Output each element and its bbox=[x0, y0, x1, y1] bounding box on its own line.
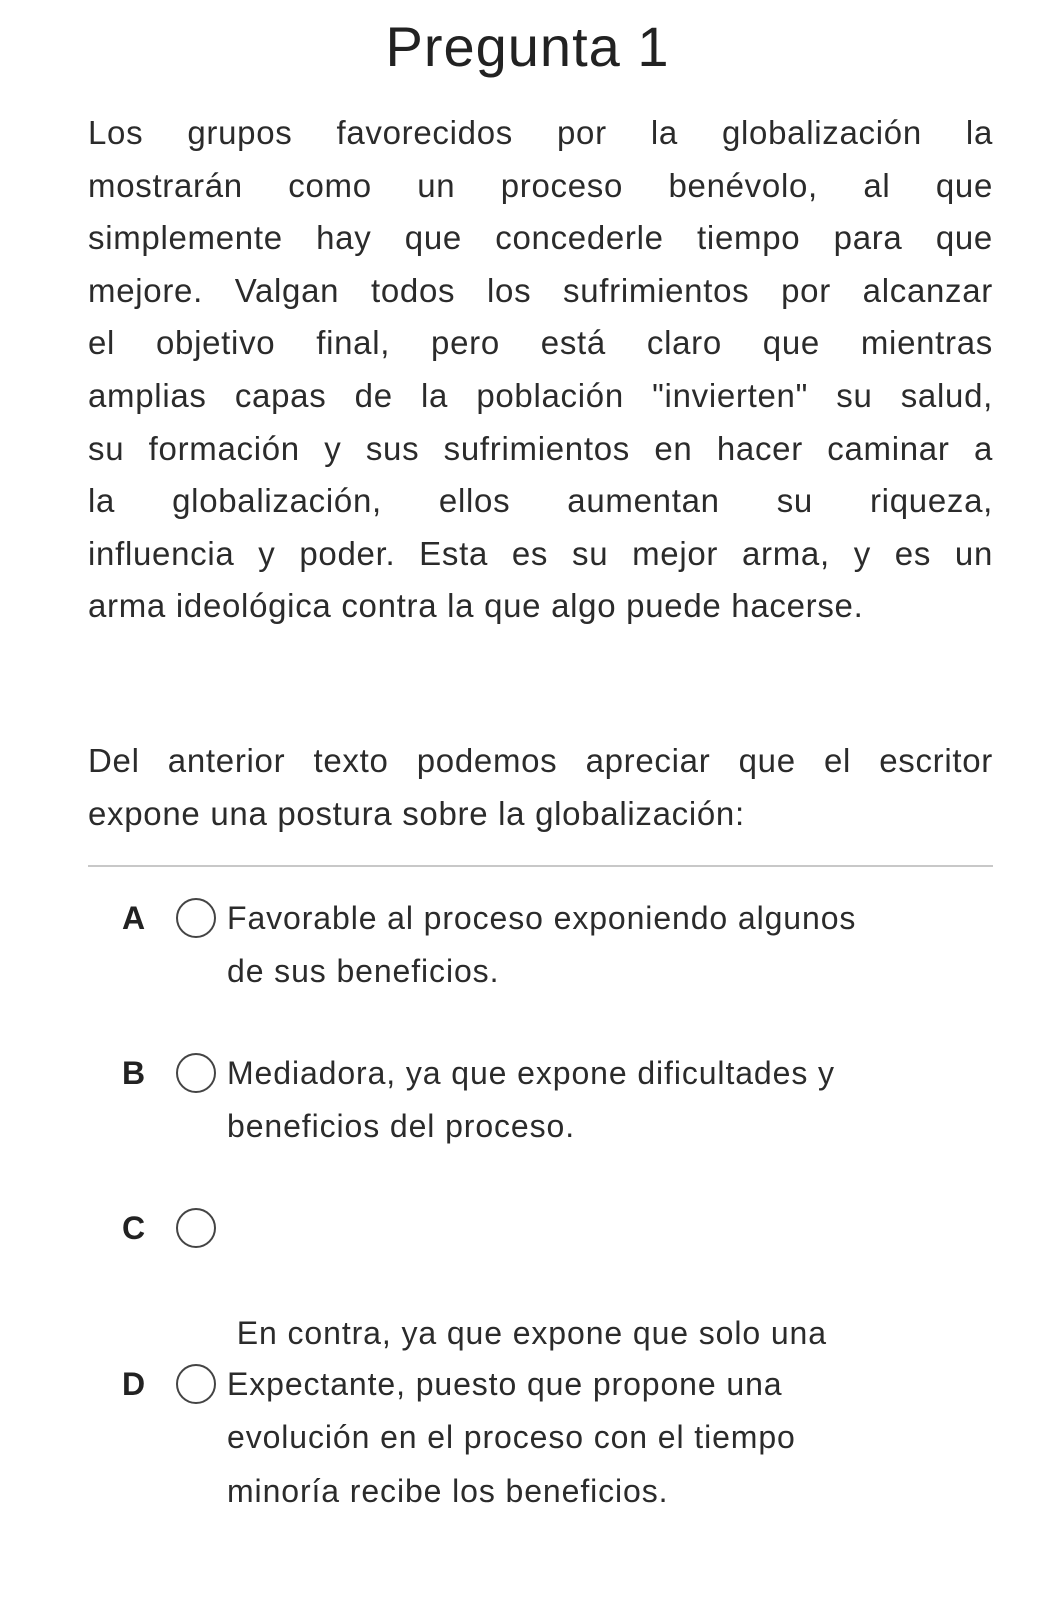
option-letter: A bbox=[122, 900, 146, 936]
passage-line: su formación y sus sufrimientos en hacer caminar a bbox=[88, 429, 993, 467]
option-line: evolución en el proceso con el tiempo bbox=[227, 1418, 796, 1455]
option-line: minoría recibe los beneficios. bbox=[227, 1472, 669, 1509]
option-letter: D bbox=[122, 1366, 146, 1402]
question-title: Pregunta 1 bbox=[385, 15, 670, 78]
question-line: Del anterior texto podemos apreciar que el escritor bbox=[88, 742, 993, 779]
option-line: Expectante, puesto que propone una bbox=[227, 1366, 783, 1402]
option-line: En contra, ya que expone que solo una bbox=[227, 1315, 827, 1351]
radio-button[interactable] bbox=[176, 1208, 216, 1248]
passage-line: Los grupos favorecidos por la globalización la bbox=[88, 114, 993, 151]
passage-line: la globalización, ellos aumentan su riqueza, bbox=[88, 482, 993, 520]
question-prompt bbox=[88, 735, 993, 840]
radio-button[interactable] bbox=[176, 1364, 216, 1404]
option-text[interactable] bbox=[227, 1358, 796, 1463]
radio-button[interactable] bbox=[176, 898, 216, 938]
option-line: de sus beneficios. bbox=[227, 952, 500, 989]
passage-line: simplemente hay que concederle tiempo para que bbox=[88, 219, 993, 257]
option-letter: B bbox=[122, 1055, 146, 1091]
option-text[interactable] bbox=[227, 892, 856, 997]
option-letter: C bbox=[122, 1210, 146, 1246]
question-line: expone una postura sobre la globalización: bbox=[88, 794, 745, 832]
passage bbox=[88, 107, 993, 633]
option-text[interactable] bbox=[227, 1047, 835, 1152]
passage-line: el objetivo final, pero está claro que mientras bbox=[88, 324, 993, 362]
option-line: Mediadora, ya que expone dificultades y bbox=[227, 1055, 835, 1091]
passage-line: influencia y poder. Esta es su mejor arma, y es un bbox=[88, 534, 993, 572]
passage-line: mejore. Valgan todos los sufrimientos por alcanzar bbox=[88, 271, 993, 309]
radio-button[interactable] bbox=[176, 1053, 216, 1093]
passage-line: arma ideológica contra la que algo puede hacerse. bbox=[88, 587, 864, 625]
option-line: beneficios del proceso. bbox=[227, 1107, 576, 1144]
passage-line: amplias capas de la población "invierten" su salud, bbox=[88, 376, 993, 414]
option-line: Favorable al proceso exponiendo algunos bbox=[227, 900, 857, 936]
divider bbox=[88, 865, 993, 867]
passage-line: mostrarán como un proceso benévolo, al que bbox=[88, 166, 993, 204]
